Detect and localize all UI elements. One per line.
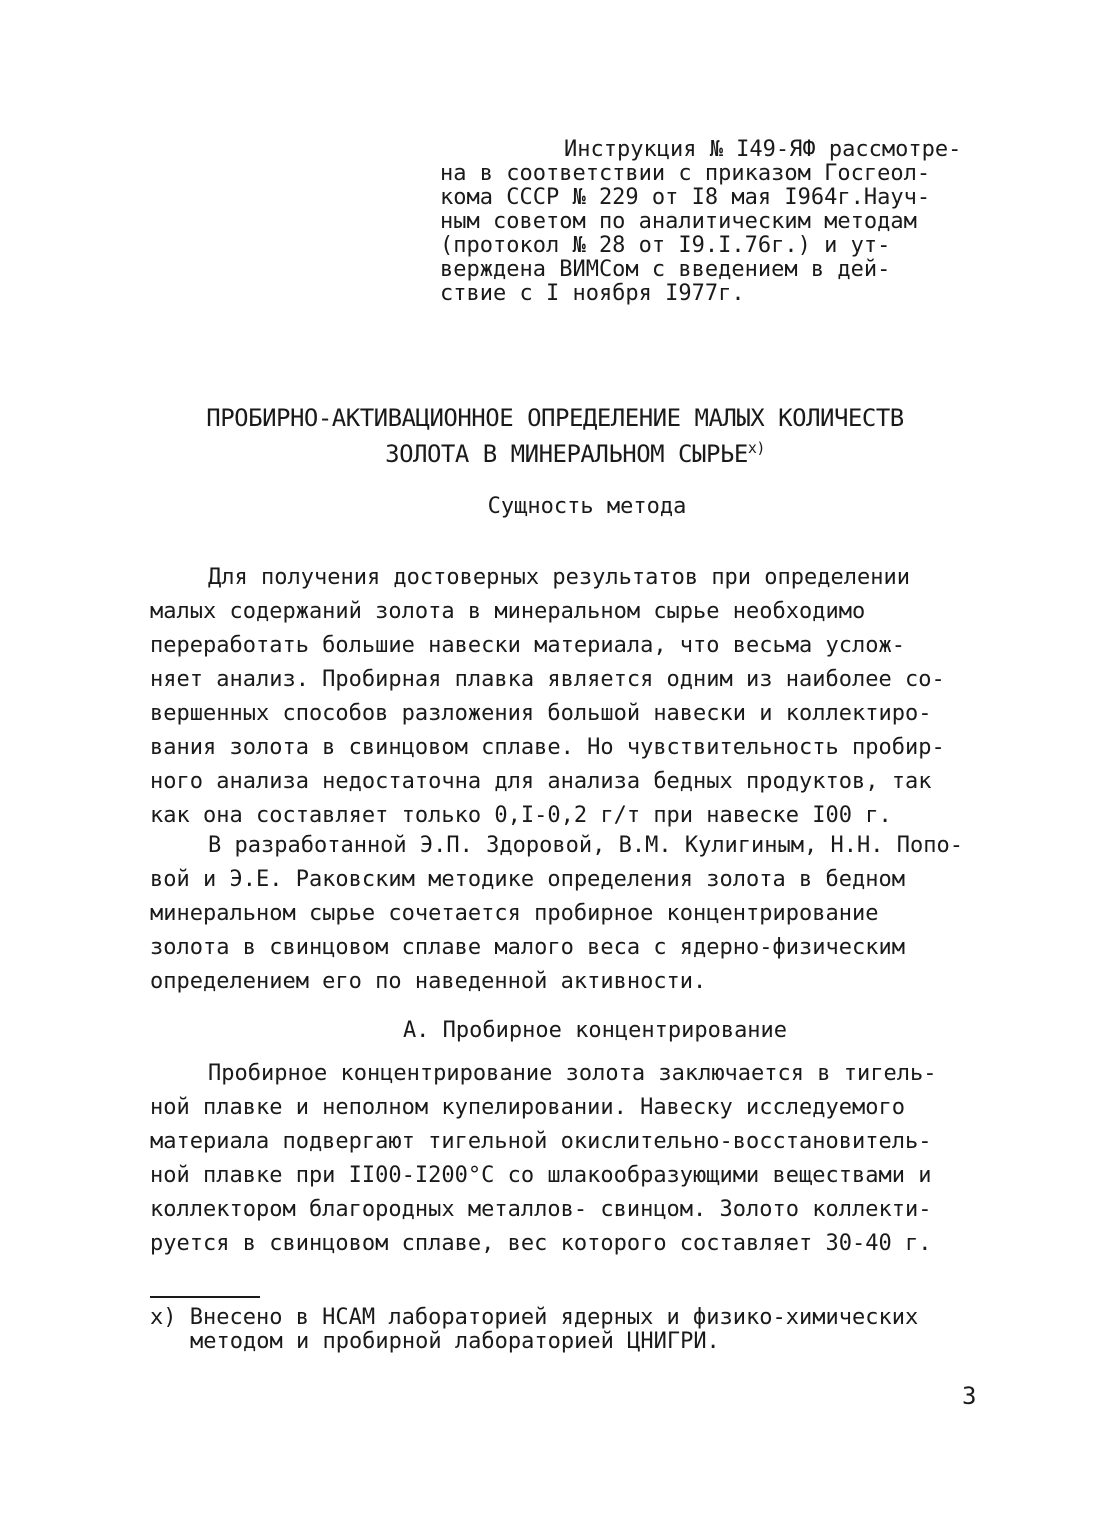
paragraph-line: минеральном сырье сочетается пробирное концентрирование [150, 901, 879, 926]
paragraph-essence-1 [150, 561, 1000, 833]
page-number: 3 [962, 1382, 977, 1410]
approval-note [440, 138, 1040, 306]
approval-line: Инструкция № I49-ЯФ рассмотре- [564, 137, 962, 162]
footnote-divider [150, 1296, 260, 1298]
approval-line: (протокол № 28 от I9.I.76г.) и ут- [440, 233, 891, 258]
paragraph-line: вершенных способов разложения большой навески и коллектиро- [150, 701, 932, 726]
title-line-2-text: ЗОЛОТА В МИНЕРАЛЬНОМ СЫРЬЕ [385, 440, 748, 468]
approval-line: ствие с I ноября I977г. [440, 281, 745, 306]
footnote-line-2: методом и пробирной лабораторией ЦНИГРИ. [190, 1329, 720, 1354]
paragraph-a-1 [150, 1057, 1000, 1261]
title-line-2 [150, 436, 960, 472]
paragraph-line: золота в свинцовом сплаве малого веса с ядерно-физическим [150, 935, 905, 960]
section-heading-essence: Сущность метода [487, 494, 687, 519]
paragraph-line: как она составляет только 0,I-0,2 г/т при навеске I00 г. [150, 803, 892, 828]
approval-line: ным советом по аналитическим методам [440, 209, 917, 234]
paragraph-line: коллектором благородных металлов- свинцом. Золото коллекти- [150, 1197, 932, 1222]
paragraph-essence-2 [150, 829, 1000, 999]
document-title [150, 400, 960, 472]
footnote-line-1: x) Внесено в НСАМ лабораторией ядерных и физико-химических [150, 1305, 919, 1330]
approval-line: на в соответствии с приказом Госгеол- [440, 161, 931, 186]
title-line-1: ПРОБИРНО-АКТИВАЦИОННОЕ ОПРЕДЕЛЕНИЕ МАЛЫХ КОЛИЧЕСТВ [206, 404, 904, 432]
title-footnote-mark: x) [747, 439, 765, 457]
paragraph-line: В разработанной Э.П. Здоровой, В.М. Кулигиным, Н.Н. Попо- [208, 833, 963, 858]
paragraph-line: переработать большие навески материала, что весьма услож- [150, 633, 905, 658]
paragraph-line: вой и Э.Е. Раковским методике определения золота в бедном [150, 867, 905, 892]
paragraph-line: малых содержаний золота в минеральном сырье необходимо [150, 599, 866, 624]
approval-line: верждена ВИМСом с введением в дей- [440, 257, 891, 282]
paragraph-line: руется в свинцовом сплаве, вес которого составляет 30-40 г. [150, 1231, 932, 1256]
paragraph-line: определением его по наведенной активности. [150, 969, 707, 994]
paragraph-line: Пробирное концентрирование золота заключается в тигель- [208, 1061, 937, 1086]
paragraph-line: Для получения достоверных результатов при определении [208, 565, 910, 590]
approval-line: кома СССР № 229 от I8 мая I964г.Науч- [440, 185, 931, 210]
paragraph-line: ной плавке и неполном купелировании. Навеску исследуемого [150, 1095, 905, 1120]
paragraph-line: ного анализа недостаточна для анализа бедных продуктов, так [150, 769, 932, 794]
footnote [150, 1306, 1000, 1354]
section-heading-a: А. Пробирное концентрирование [402, 1018, 788, 1043]
paragraph-line: ной плавке при II00-I200°С со шлакообразующими веществами и [150, 1163, 932, 1188]
paragraph-line: материала подвергают тигельной окислительно-восстановитель- [150, 1129, 932, 1154]
paragraph-line: няет анализ. Пробирная плавка является одним из наиболее со- [150, 667, 945, 692]
paragraph-line: вания золота в свинцовом сплаве. Но чувствительность пробир- [150, 735, 945, 760]
